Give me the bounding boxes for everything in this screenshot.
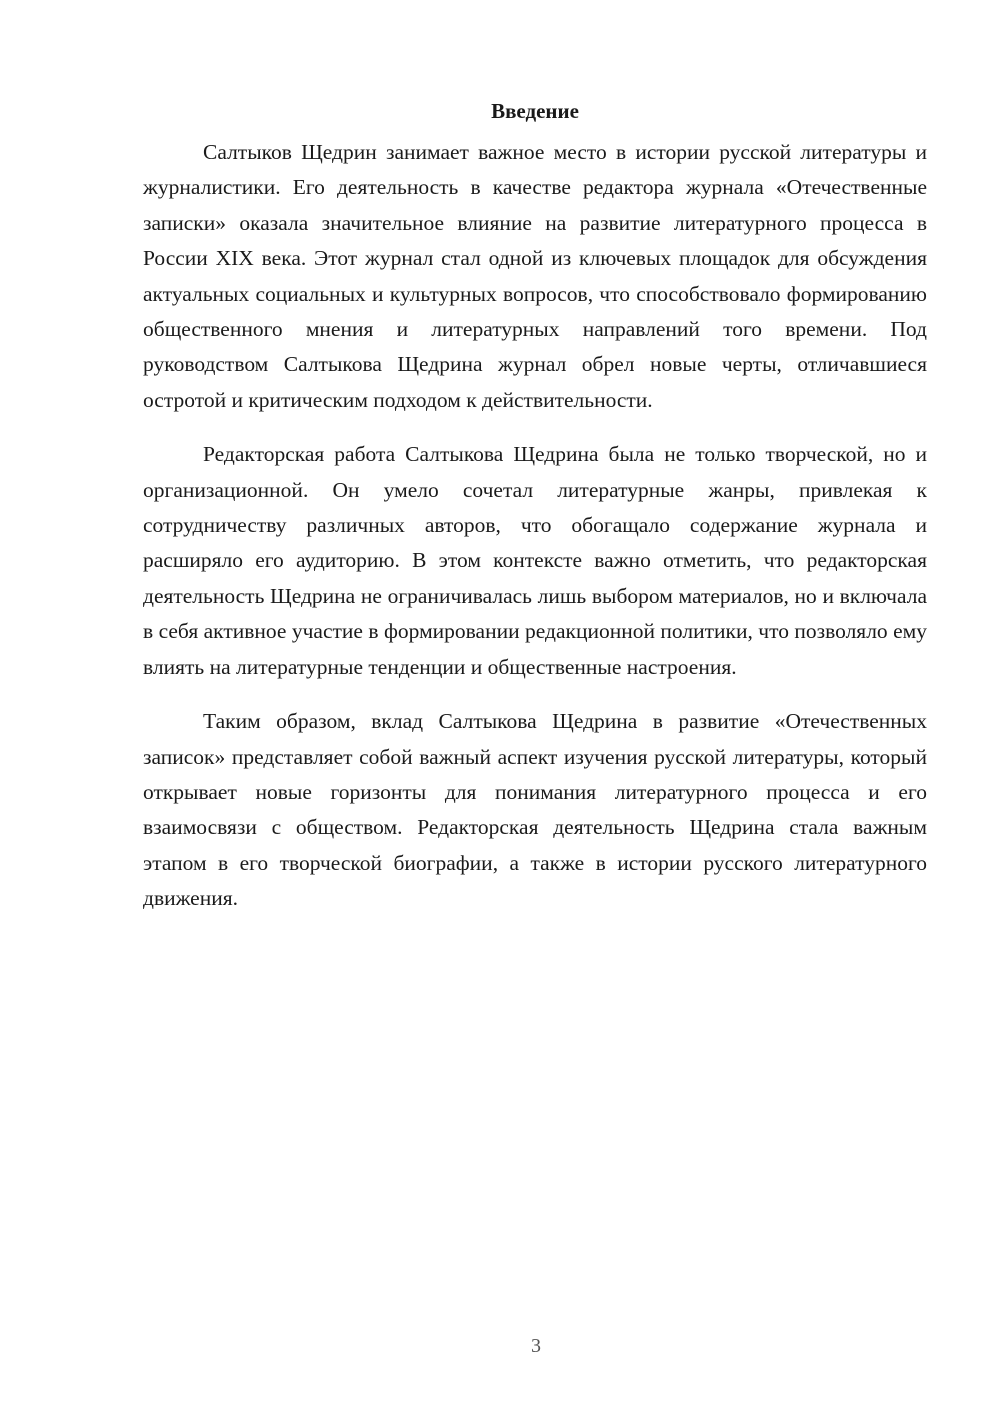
paragraph-2: Редакторская работа Салтыкова Щедрина была не только творческой, но и организационной. Он умело сочетал литературные жанры, привлекая к сотрудничеству различных авторов, что обогащало содержание журнала и расширяло его аудиторию. В этом контексте важно отметить, что редакторская деятельность Щедрина не ограничивалась лишь выбором материалов, но и включала в себя активное участие в формировании редакционной политики, что позволяло ему влиять на литературные тенденции и общественные настроения. (143, 442, 927, 679)
paragraph-3: Таким образом, вклад Салтыкова Щедрина в развитие «Отечественных записок» представляет собой важный аспект изучения русской литературы, который открывает новые горизонты для понимания литературного процесса и его взаимосвязи с обществом. Редакторская деятельность Щедрина стала важным этапом в его творческой биографии, а также в истории русского литературного движения. (143, 709, 927, 911)
page-content (143, 93, 927, 936)
page-number: 3 (531, 1335, 541, 1357)
page-title: Введение (491, 99, 579, 123)
paragraph-1: Салтыков Щедрин занимает важное место в истории русской литературы и журналистики. Его деятельность в качестве редактора журнала «Отечественные записки» оказала значительное влияние на развитие литературного процесса в России XIX века. Этот журнал стал одной из ключевых площадок для обсуждения актуальных социальных и культурных вопросов, что способствовало формированию общественного мнения и литературных направлений того времени. Под руководством Салтыкова Щедрина журнал обрел новые черты, отличавшиеся остротой и критическим подходом к действительности. (143, 140, 927, 412)
